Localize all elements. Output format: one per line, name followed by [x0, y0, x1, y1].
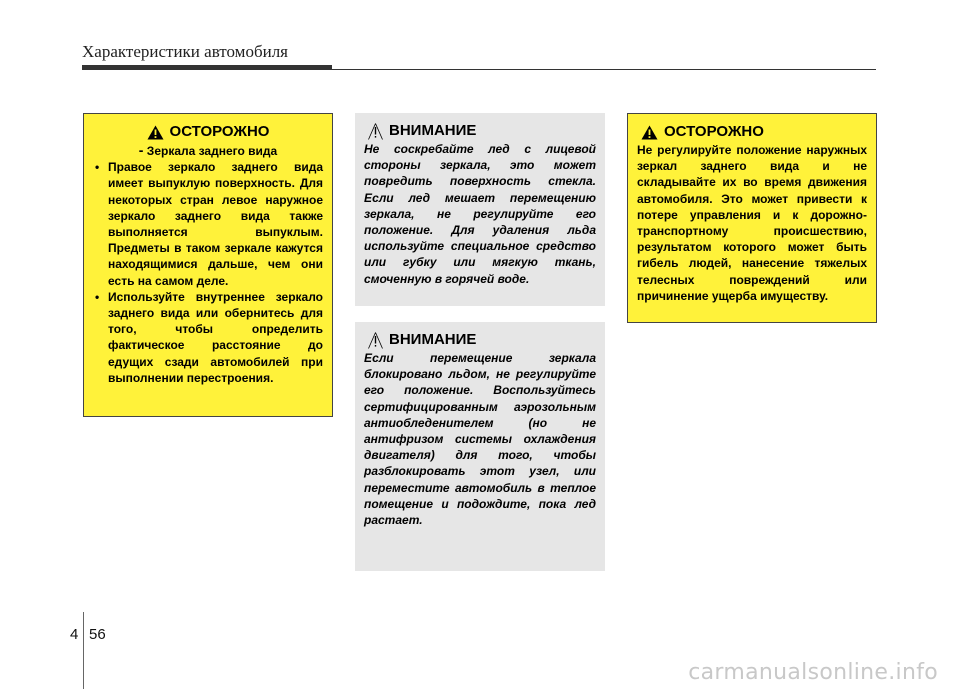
caution-title: ОСТОРОЖНО [664, 123, 764, 140]
watermark: carmanualsonline.info [688, 660, 938, 685]
warning-triangle-icon [147, 125, 164, 140]
footer-divider [83, 612, 84, 689]
notice-text: Не соскребайте лед с лицевой стороны зеркала, это может повредить поверхность стекла. Если лед мешает перемещению зеркала, не регулируйте его положение. Для удаления льда используйте специальное средство или губку или мягкую ткань, смоченную в горячей воде. [364, 142, 596, 286]
notice-text: Если перемещение зеркала блокировано льдом, не регулируйте его положение. Воспользуйтесь сертифицированным аэрозольным антиобледенителем (но не антифризом системы охлаждения двигателя) для того, чтобы разблокировать этот узел, или переместите автомобиль в теплое помещение и подождите, пока лед растает. [364, 351, 596, 528]
list-item: • Используйте внутреннее зеркало заднего вида или обернитесь для того, чтобы определить фактическое расстояние до едущих сзади автомобилей при выполнении перестроения. [93, 289, 323, 386]
caution-text: Не регулируйте положение наружных зеркал заднего вида и не складывайте их во время движения автомобиля. Это может привести к потере управления и к дорожно-транспортному происшествию, результатом которого может быть гибель людей, нанесение тяжелых телесных повреждений или причинение ущерба имуществу. [637, 143, 867, 303]
caution-heading [637, 123, 867, 141]
caution-heading [93, 123, 323, 141]
notice-box-frozen-mirror [355, 322, 605, 571]
notice-title: ВНИМАНИЕ [389, 122, 477, 139]
notice-title: ВНИМАНИЕ [389, 331, 477, 348]
subtitle-dash: - [138, 142, 144, 158]
caution-box-folding [627, 113, 877, 323]
chapter-number: 4 [70, 626, 79, 643]
page-number: 56 [89, 626, 106, 643]
notice-heading [364, 122, 596, 140]
notice-exclamation-icon [368, 123, 383, 140]
header-rule-thin [332, 69, 876, 70]
header-rule-thick [82, 65, 332, 70]
notice-box-ice-scrape [355, 113, 605, 306]
caution-subtitle [93, 142, 323, 159]
warning-triangle-icon [641, 125, 658, 140]
caution-list [93, 159, 323, 386]
notice-exclamation-icon [368, 332, 383, 349]
caution-box-mirrors [83, 113, 333, 417]
notice-heading [364, 331, 596, 349]
header-title: Характеристики автомобиля [82, 42, 288, 61]
caution-title: ОСТОРОЖНО [169, 123, 270, 140]
subtitle-text: Зеркала заднего вида [146, 144, 278, 158]
list-item: • Правое зеркало заднего вида имеет выпуклую поверхность. Для некоторых стран левое наружное зеркало заднего вида также выполняется выпуклым. Предметы в таком зеркале кажутся находящимися дальше, чем они есть на самом деле. [93, 159, 323, 289]
